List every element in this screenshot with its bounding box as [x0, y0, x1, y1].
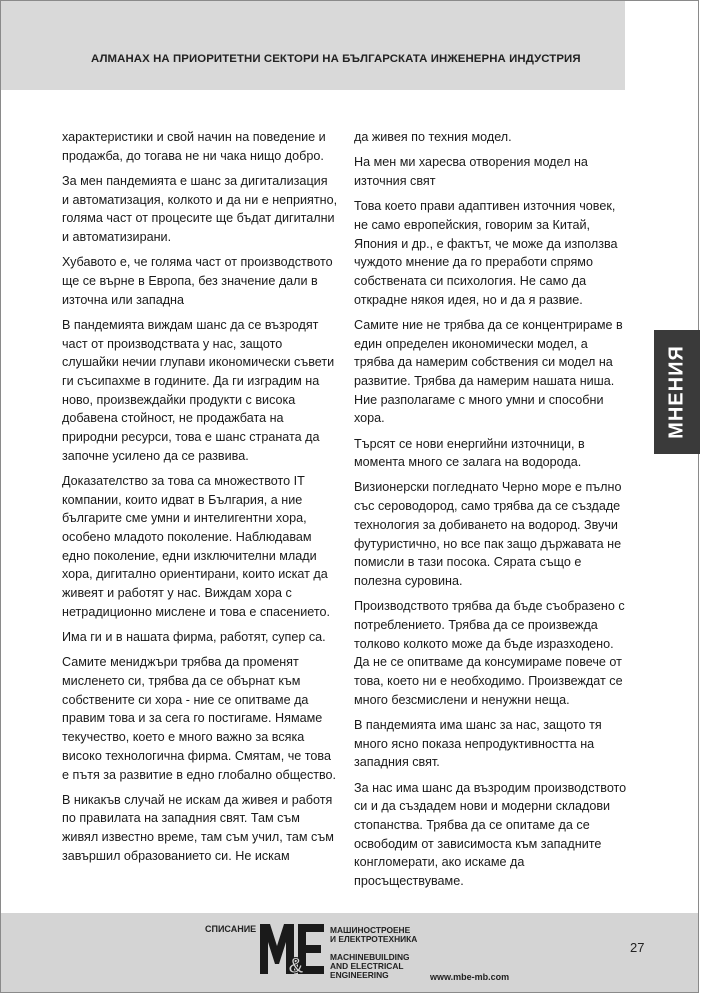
paragraph: Има ги и в нашата фирма, работят, супер са.: [62, 630, 326, 645]
logo-text-en-line: ENGINEERING: [330, 970, 389, 981]
section-tab: [654, 330, 700, 454]
paragraph: За мен пандемията е шанс за дигитализация и автоматизация, колкото и да ни е неприятно, голяма част от процесите ще бъдат дигитални и автоматизирани.: [62, 173, 338, 245]
paragraph: В пандемията виждам шанс да се възродят част от производствата у нас, защото слушайки нечии глупави икономически съвети ги съсипахме в годините. Да ги изградим на ново, произвеждайки продукти с висока добавена стойност, не продажбата на природни ресурси, това е шанс страната да започне усилено да се развива.: [62, 317, 335, 463]
website-link[interactable]: www.mbe-mb.com: [430, 972, 510, 982]
logo-text-en-line: AND ELECTRICAL: [330, 961, 404, 972]
paragraph: характеристики и свой начин на поведение и продажба, до тогава не ни чака нищо добро.: [62, 130, 326, 163]
paragraph: В никакъв случай не искам да живея и работя по правилата на западния свят. Там съм живял известно време, там съм учил, там съм завършил образованието си. Не искам: [62, 792, 334, 863]
paragraph: В пандемията има шанс за нас, защото тя много ясно показа непродуктивността на западния свят.: [354, 717, 602, 770]
logo-text-en-line: MACHINEBUILDING: [330, 952, 410, 962]
paragraph: Хубавото е, че голяма част от производството ще се върне в Европа, без значение дали в източна или западна: [62, 255, 333, 307]
text-column-right: [354, 128, 630, 897]
paragraph: да живея по техния модел.: [354, 130, 512, 144]
logo-ampersand: &: [288, 953, 304, 978]
paragraph: На мен ми харесва отворения модел на източния свят: [354, 155, 588, 188]
paragraph: Това което прави адаптивен източния човек, не само европейския, говорим за Китай, Япония и др., е фактът, че може да използва чуждото мнение да го преработи спрямо собствената си психология. Не само да открадне някоя идея, но и да я развие.: [354, 199, 618, 307]
logo-text-bg-line: И ЕЛЕКТРОТЕХНИКА: [330, 934, 418, 945]
logo-text-en: [330, 953, 410, 981]
logo-text-bg: [330, 926, 417, 944]
page-number: 27: [630, 940, 645, 955]
header-band: [1, 1, 625, 90]
paragraph: Производството трябва да бъде съобразено с потреблението. Трябва да се произвежда толково колкото може да бъде изразходено. Да не се опитваме да консумираме повече от това, което ни е необходимо. Произвеждат се много безсмислени и ненужни неща.: [354, 599, 625, 707]
magazine-logo: [258, 920, 326, 978]
paragraph: Търсят се нови енергийни източници, в момента много се залага на водорода.: [354, 436, 585, 470]
magazine-label: СПИСАНИЕ: [205, 924, 257, 934]
logo-text-bg-line: МАШИНОСТРОЕНЕ: [330, 925, 411, 935]
text-column-left: [62, 128, 338, 872]
section-tab-label: МНЕНИЯ: [665, 345, 688, 439]
paragraph: Доказателство за това са множеството IT компании, които идват в България, а ние българите сме умни и интелигентни хора, особено младото поколение. Наблюдавам едно поколение, едни изключителни млади хора, дигитално ориентирани, които искат да живеят и работят у нас. Виждам хора с нетрадиционно мислене и това е спасението.: [62, 473, 331, 619]
header-title: АЛМАНАХ НА ПРИОРИТЕТНИ СЕКТОРИ НА БЪЛГАРСКАТА ИНЖЕНЕРНА ИНДУСТРИЯ: [91, 53, 581, 65]
paragraph: Самите ние не трябва да се концентрираме в един определен икономически модел, а трябва да намерим собствения си модел на развитие. Трябва да намерим нашата ниша. Ние разполагаме с много умни и способни хора.: [354, 317, 623, 426]
paragraph: За нас има шанс да възродим производството си и да създадем нови и модерни складови стопанства. Трябва да се опитаме да се освободим от зависимоста към западните конгломерати, ако искаме да просъществуваме.: [354, 780, 627, 889]
paragraph: Визионерски погледнато Черно море е пълно със сероводород, само трябва да се създаде технология за добиването на водород. Звучи футуристично, но все пак защо държавата не помисли в тази посока. Сярата също е полезна суровина.: [354, 480, 622, 588]
paragraph: Самите мениджъри трябва да променят мисленето си, трябва да се обърнат към собствените си хора - ние се опитваме да правим това и за сега го постигаме. Нямаме текучество, което е много важно за всяка високо технологична фирма. Смятам, че това е пътя за развитие в едно глобално общество.: [62, 655, 337, 782]
